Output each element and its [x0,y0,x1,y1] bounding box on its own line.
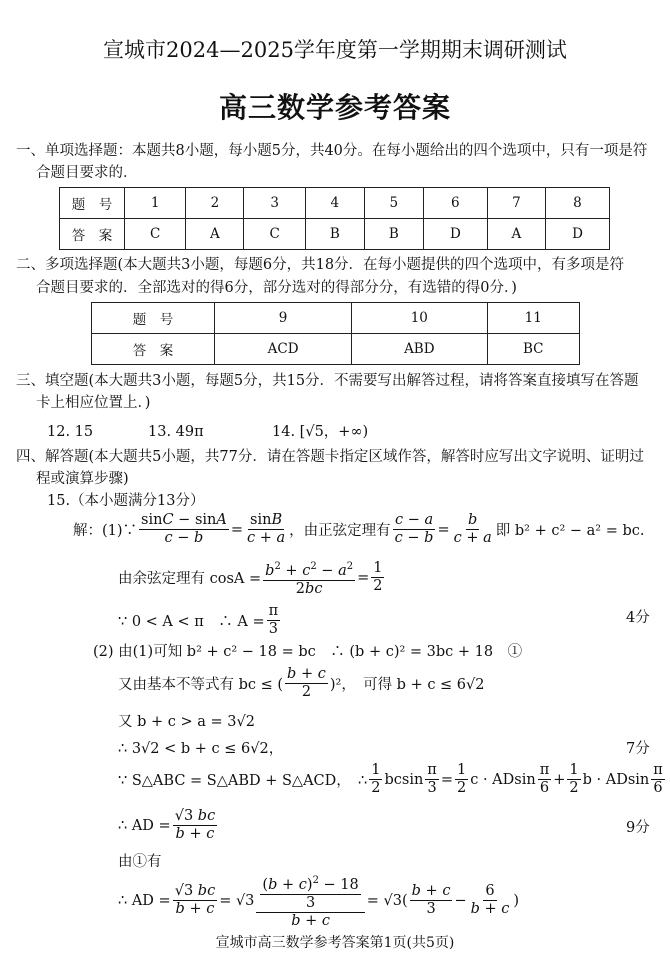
table-row [92,303,580,334]
section4-line2: 程或演算步骤) [36,471,129,487]
table-cell: BC [487,334,580,365]
area-split: ∵ S△ABC = S△ABD + S△ACD， ∴ [118,773,368,789]
answer-14: 14. [√5，+∞) [272,424,369,440]
section1-line1: 一、单项选择题：本题共8小题，每小题5分，共40分。在每小题给出的四个选项中，只有一项是符 [16,143,648,159]
solution-line-3 [118,603,282,638]
fraction: $\frac{√3 bc}{b + c}$ [174,808,216,842]
fraction: $\frac{b + c}{2}$ [287,666,326,700]
solution-tail: 即 b² + c² − a² = bc. [495,523,645,539]
fraction: $\frac{c - a}{c - b}$ [394,512,434,546]
table-cell: B [305,219,364,250]
fraction: $\frac{\pi}{3}$ [427,762,437,796]
table-cell: 1 [125,188,186,219]
table-header-label: 题 号 [60,188,125,219]
table-cell: 10 [352,303,487,334]
fraction: $\frac{1}{2}$ [371,762,381,796]
area-term-1: bcsin [384,771,424,788]
fraction: $\frac{b}{c + a}$ [453,512,492,546]
score-9: 9分 [626,820,650,836]
solution-line-10: 由①有 [118,854,162,870]
answer-table-multiple [91,302,580,365]
solution-mid: ，由正弦定理有 [289,523,391,539]
fraction: $\frac{\pi}{6}$ [539,762,550,796]
fraction: $\frac{b^2 + c^2 - a^2}{2bc}$ [263,558,355,598]
fraction: $\frac{b + c}{3}$ [411,883,451,918]
inequality-tail: )²， 可得 b + c ≤ 6√2 [329,677,485,693]
table-cell: ABD [352,334,487,365]
area-term-2: c · ADsin [470,771,536,788]
fraction: $\frac{\pi}{6}$ [653,762,663,796]
answer-12: 12. 15 [47,424,94,440]
table-answer-label: 答 案 [60,219,125,250]
table-row [92,334,580,365]
fraction: $\frac{√3 bc}{b + c}$ [174,883,216,918]
solution-line-6: 又 b + c > a = 3√2 [118,714,255,730]
solution-line-2: 由余弦定理有 cosA = $\frac{b^2 + c^2 - a^2}{2bc}$ = $\frac{1}{2}$ [118,558,386,598]
table-header-label: 题 号 [92,303,215,334]
fraction: $\frac{\frac{(b + c)^2 - 18}{3}}{b + c}$ [256,872,364,930]
section3-line2: 卡上相应位置上．) [36,395,151,411]
table-row [60,219,610,250]
table-cell: B [364,219,423,250]
document-subtitle: 高三数学参考答案 [218,91,451,124]
fraction: $\frac{\sin B}{c + a}$ [247,512,286,546]
fraction: $\frac{\sin C - \sin A}{c - b}$ [141,512,227,546]
section3-line1: 三、填空题(本大题共3小题，每题5分，共15分．不需要写出解答过程，请将答案直接填写在答题 [16,373,639,389]
table-cell: 6 [423,188,487,219]
table-cell: 7 [487,188,545,219]
solution-prefix: 解：(1)∵ [73,523,138,539]
score-4: 4分 [626,610,650,626]
section2-line1: 二、多项选择题(本大题共3小题，每题6分，共18分．在每小题提供的四个选项中，有多项是符 [16,257,625,273]
fraction: $\frac{1}{2}$ [456,762,467,796]
table-row [60,188,610,219]
table-cell: C [244,219,305,250]
table-cell: ACD [215,334,352,365]
answer-table-single [59,187,610,250]
fraction: $\frac{1}{2}$ [373,560,383,595]
solution-line-4: (2) 由(1)可知 b² + c² − 18 = bc ∴ (b + c)² = 3bc + 18 ① [93,644,523,660]
fraction: $\frac{1}{2}$ [569,762,579,796]
area-term-3: b · ADsin [582,771,650,788]
ad-prefix: ∴ AD = [118,817,171,834]
section4-line1: 四、解答题(本大题共5小题，共77分．请在答题卡指定区域作答，解答时应写出文字说明、证明过 [16,449,644,465]
angle-range: ∵ 0 < A < π ∴ A = [118,614,265,630]
solution-line-1: 解：(1)∵ $\frac{\sin C - \sin A}{c - b}$ = $\frac{\sin B}{c + a}$ ，由正弦定理有 $\frac{c - a}{c - b}$ = $\frac{b}{c + a}$ 即 b² + c² − a² = bc. [73,512,645,546]
table-cell: A [186,219,244,250]
score-7: 7分 [626,741,650,757]
solution-line-11: ∴ AD = $\frac{√3 bc}{b + c}$ = √3 $\frac{\frac{(b + c)^2 - 18}{3}}{b + c}$ = √3( $\frac{b + c}{3}$ − $\frac{6}{b + c}$ ) [118,872,519,930]
solution-line-8: ∵ S△ABC = S△ABD + S△ACD， ∴ $\frac{1}{2}$ bcsin $\frac{\pi}{3}$ = $\frac{1}{2}$ c · ADsin $\frac{\pi}{6}$ + $\frac{1}{2}$ b · ADsin $\frac{\pi}{6}$ [118,762,663,796]
solution-line-7: ∴ 3√2 < b + c ≤ 6√2， [118,741,284,757]
page-footer: 宣城市高三数学参考答案第1页(共5页) [215,935,455,951]
ad-final-prefix: ∴ AD = [118,892,171,909]
fraction: $\frac{6}{b + c}$ [470,883,510,918]
table-cell: C [125,219,186,250]
table-answer-label: 答 案 [92,334,215,365]
table-cell: 8 [545,188,609,219]
table-cell: 4 [305,188,364,219]
cosine-prefix: 由余弦定理有 cosA = [118,571,262,588]
section1-line2: 合题目要求的． [36,165,138,181]
table-cell: D [423,219,487,250]
table-cell: 3 [244,188,305,219]
solution-line-9 [118,808,219,843]
answer-13: 13. 49π [148,424,204,440]
table-cell: D [545,219,609,250]
table-cell: 11 [487,303,580,334]
inequality-prefix: 又由基本不等式有 bc ≤ ( [118,677,284,693]
fraction: $\frac{\pi}{3}$ [268,603,279,637]
table-cell: 2 [186,188,244,219]
solution-line-5 [118,666,485,701]
document-title: 宣城市2024—2025学年度第一学期期末调研测试 [103,38,567,62]
question-15-heading: 15.（本小题满分13分） [47,493,205,509]
table-cell: 5 [364,188,423,219]
table-cell: 9 [215,303,352,334]
section2-line2: 合题目要求的．全部选对的得6分，部分选对的得部分分，有选错的得0分．) [36,280,517,296]
table-cell: A [487,219,545,250]
